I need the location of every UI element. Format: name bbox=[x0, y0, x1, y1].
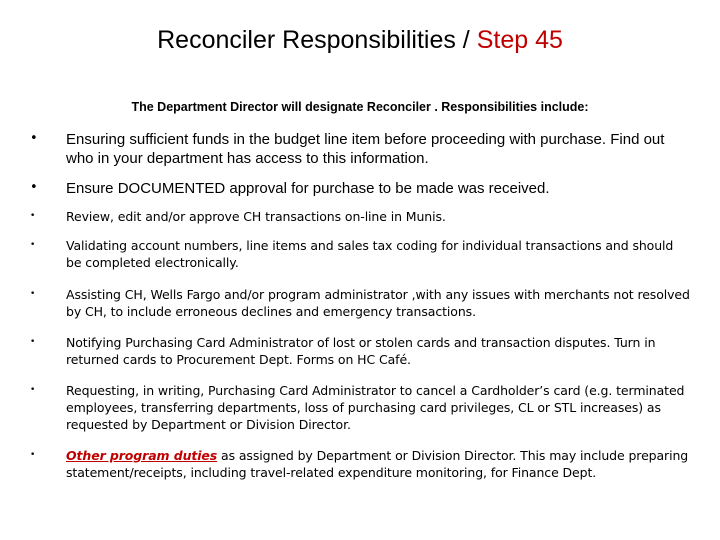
bullet-icon: • bbox=[30, 337, 36, 347]
list-item-text: Ensure DOCUMENTED approval for purchase to be made was received. bbox=[66, 180, 550, 197]
bullet-icon: • bbox=[30, 240, 36, 250]
list-item-text-rest: as assigned by Department or Division Director. This may include preparing statement/receipts, including travel-related expenditure monitoring, for Finance Dept. bbox=[66, 448, 689, 480]
bullet-icon: • bbox=[30, 180, 38, 195]
list-item-text: Requesting, in writing, Purchasing Card Administrator to cancel a Cardholder’s card (e.g. terminated employees, transferring departments, loss of purchasing card privileges, CL or STL increases) as requested by Department or Division Director. bbox=[66, 383, 685, 432]
bullet-icon: • bbox=[30, 131, 38, 146]
title-step: Step 45 bbox=[476, 26, 563, 54]
page-title bbox=[0, 26, 720, 55]
bullet-icon: • bbox=[30, 211, 36, 221]
list-item-text: Review, edit and/or approve CH transactions on-line in Munis. bbox=[66, 209, 446, 224]
bullet-icon: • bbox=[30, 289, 36, 299]
list-item-text: Notifying Purchasing Card Administrator of lost or stolen cards and transaction disputes. Turn in returned cards to Procurement Dept. Forms on HC Café. bbox=[66, 335, 656, 367]
bullet-icon: • bbox=[30, 385, 36, 395]
list-item-text: Validating account numbers, line items and sales tax coding for individual transactions and should be completed electronically. bbox=[66, 238, 674, 270]
subtitle: The Department Director will designate Reconciler . Responsibilities include: bbox=[131, 100, 589, 114]
emphasis-text: Other program duties bbox=[66, 448, 218, 463]
list-item-text bbox=[66, 447, 690, 481]
title-main: Reconciler Responsibilities / bbox=[157, 26, 477, 54]
bullet-icon: • bbox=[30, 450, 36, 460]
list-item-text: Assisting CH, Wells Fargo and/or program administrator ,with any issues with merchants not resolved by CH, to include erroneous declines and emergency transactions. bbox=[66, 287, 690, 319]
list-item-text: Ensuring sufficient funds in the budget line item before proceeding with purchase. Find out who in your department has access to this information. bbox=[66, 131, 665, 167]
